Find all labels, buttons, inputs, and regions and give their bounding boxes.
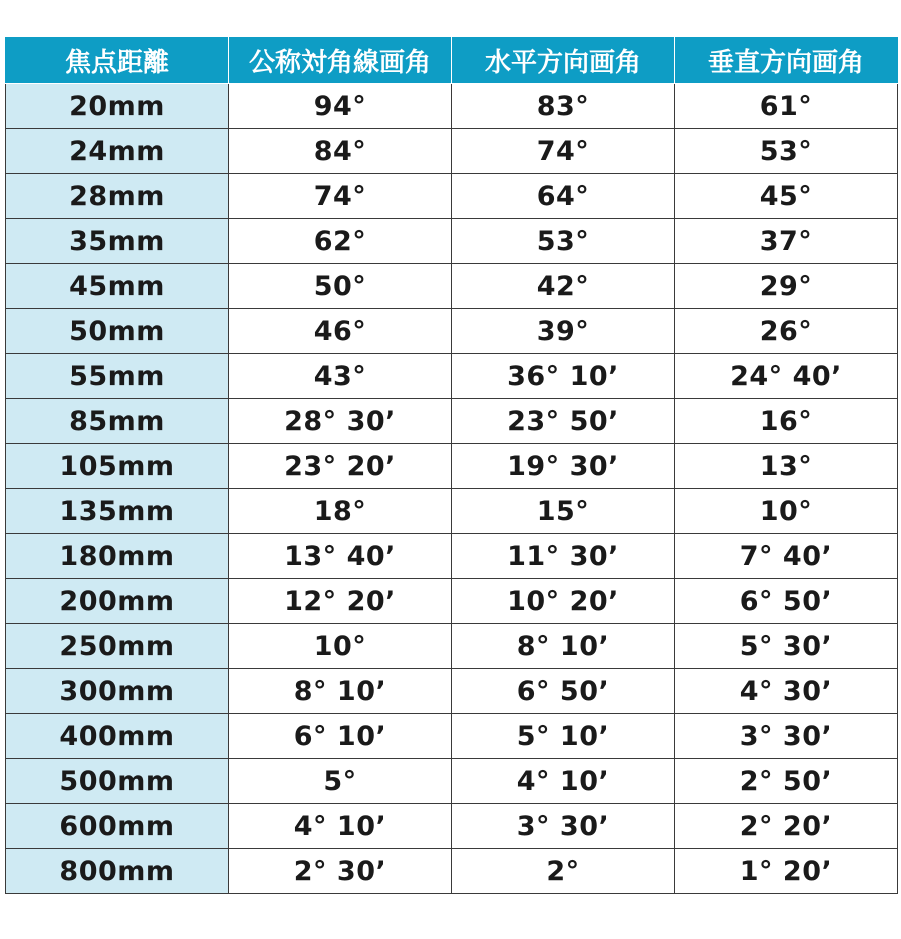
- horizontal-angle-cell: 4° 10’: [452, 759, 675, 804]
- focal-length-cell: 20mm: [6, 84, 229, 129]
- horizontal-angle-cell: 36° 10’: [452, 354, 675, 399]
- table-row: [6, 624, 898, 669]
- table-row: [6, 489, 898, 534]
- focal-length-cell: 400mm: [6, 714, 229, 759]
- diagonal-angle-cell: 10°: [229, 624, 452, 669]
- vertical-angle-cell: 2° 50’: [675, 759, 898, 804]
- diagonal-angle-cell: 84°: [229, 129, 452, 174]
- focal-length-cell: 180mm: [6, 534, 229, 579]
- diagonal-angle-cell: 74°: [229, 174, 452, 219]
- table-row: [6, 849, 898, 894]
- focal-length-cell: 300mm: [6, 669, 229, 714]
- diagonal-angle-cell: 6° 10’: [229, 714, 452, 759]
- diagonal-angle-cell: 43°: [229, 354, 452, 399]
- table-row: [6, 129, 898, 174]
- focal-length-cell: 250mm: [6, 624, 229, 669]
- header-horizontal-angle: 水平方向画角: [452, 38, 675, 84]
- table-body: [6, 84, 898, 894]
- table-row: [6, 219, 898, 264]
- focal-length-cell: 135mm: [6, 489, 229, 534]
- horizontal-angle-cell: 15°: [452, 489, 675, 534]
- table-row: [6, 174, 898, 219]
- horizontal-angle-cell: 11° 30’: [452, 534, 675, 579]
- table-row: [6, 759, 898, 804]
- focal-length-cell: 24mm: [6, 129, 229, 174]
- table-row: [6, 579, 898, 624]
- vertical-angle-cell: 7° 40’: [675, 534, 898, 579]
- diagonal-angle-cell: 13° 40’: [229, 534, 452, 579]
- table-row: [6, 444, 898, 489]
- horizontal-angle-cell: 64°: [452, 174, 675, 219]
- table-row: [6, 399, 898, 444]
- focal-length-cell: 50mm: [6, 309, 229, 354]
- focal-length-cell: 35mm: [6, 219, 229, 264]
- focal-length-cell: 28mm: [6, 174, 229, 219]
- vertical-angle-cell: 16°: [675, 399, 898, 444]
- diagonal-angle-cell: 12° 20’: [229, 579, 452, 624]
- vertical-angle-cell: 2° 20’: [675, 804, 898, 849]
- diagonal-angle-cell: 94°: [229, 84, 452, 129]
- horizontal-angle-cell: 5° 10’: [452, 714, 675, 759]
- horizontal-angle-cell: 19° 30’: [452, 444, 675, 489]
- table-row: [6, 264, 898, 309]
- horizontal-angle-cell: 83°: [452, 84, 675, 129]
- focal-length-cell: 85mm: [6, 399, 229, 444]
- vertical-angle-cell: 37°: [675, 219, 898, 264]
- angle-of-view-table: [5, 37, 898, 894]
- horizontal-angle-cell: 74°: [452, 129, 675, 174]
- table-row: [6, 534, 898, 579]
- diagonal-angle-cell: 8° 10’: [229, 669, 452, 714]
- diagonal-angle-cell: 18°: [229, 489, 452, 534]
- diagonal-angle-cell: 28° 30’: [229, 399, 452, 444]
- horizontal-angle-cell: 8° 10’: [452, 624, 675, 669]
- header-diagonal-angle: 公称対角線画角: [229, 38, 452, 84]
- vertical-angle-cell: 4° 30’: [675, 669, 898, 714]
- horizontal-angle-cell: 42°: [452, 264, 675, 309]
- focal-length-cell: 600mm: [6, 804, 229, 849]
- diagonal-angle-cell: 46°: [229, 309, 452, 354]
- horizontal-angle-cell: 39°: [452, 309, 675, 354]
- horizontal-angle-cell: 10° 20’: [452, 579, 675, 624]
- horizontal-angle-cell: 6° 50’: [452, 669, 675, 714]
- focal-length-cell: 500mm: [6, 759, 229, 804]
- focal-length-cell: 45mm: [6, 264, 229, 309]
- vertical-angle-cell: 13°: [675, 444, 898, 489]
- diagonal-angle-cell: 50°: [229, 264, 452, 309]
- table-row: [6, 309, 898, 354]
- diagonal-angle-cell: 5°: [229, 759, 452, 804]
- focal-length-cell: 800mm: [6, 849, 229, 894]
- focal-length-cell: 200mm: [6, 579, 229, 624]
- angle-of-view-table-container: [5, 37, 898, 894]
- table-row: [6, 354, 898, 399]
- vertical-angle-cell: 61°: [675, 84, 898, 129]
- vertical-angle-cell: 3° 30’: [675, 714, 898, 759]
- table-row: [6, 84, 898, 129]
- vertical-angle-cell: 5° 30’: [675, 624, 898, 669]
- vertical-angle-cell: 45°: [675, 174, 898, 219]
- table-row: [6, 669, 898, 714]
- diagonal-angle-cell: 4° 10’: [229, 804, 452, 849]
- table-row: [6, 804, 898, 849]
- horizontal-angle-cell: 23° 50’: [452, 399, 675, 444]
- horizontal-angle-cell: 2°: [452, 849, 675, 894]
- diagonal-angle-cell: 2° 30’: [229, 849, 452, 894]
- vertical-angle-cell: 10°: [675, 489, 898, 534]
- vertical-angle-cell: 24° 40’: [675, 354, 898, 399]
- diagonal-angle-cell: 62°: [229, 219, 452, 264]
- vertical-angle-cell: 53°: [675, 129, 898, 174]
- horizontal-angle-cell: 3° 30’: [452, 804, 675, 849]
- header-focal-length: 焦点距離: [6, 38, 229, 84]
- diagonal-angle-cell: 23° 20’: [229, 444, 452, 489]
- table-row: [6, 714, 898, 759]
- vertical-angle-cell: 1° 20’: [675, 849, 898, 894]
- vertical-angle-cell: 26°: [675, 309, 898, 354]
- header-vertical-angle: 垂直方向画角: [675, 38, 898, 84]
- focal-length-cell: 105mm: [6, 444, 229, 489]
- table-header-row: [6, 38, 898, 84]
- vertical-angle-cell: 6° 50’: [675, 579, 898, 624]
- focal-length-cell: 55mm: [6, 354, 229, 399]
- vertical-angle-cell: 29°: [675, 264, 898, 309]
- horizontal-angle-cell: 53°: [452, 219, 675, 264]
